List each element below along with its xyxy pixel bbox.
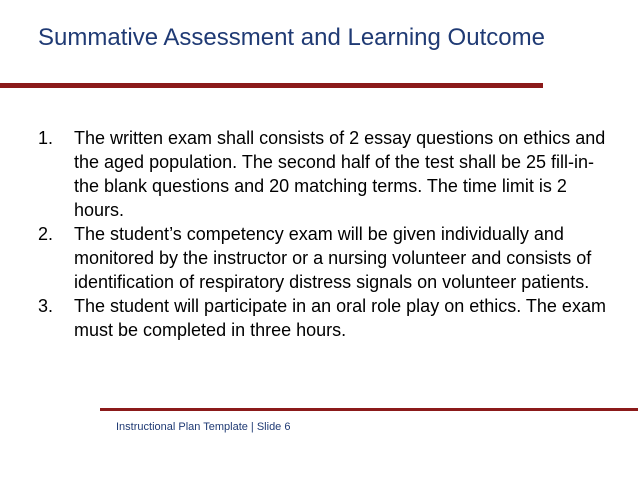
list-item-text: The student will participate in an oral role play on ethics. The exam must be completed in three hours. [74, 296, 606, 340]
slide-title: Summative Assessment and Learning Outcome [38, 24, 545, 51]
list-item-number: 1. [38, 128, 54, 148]
slide-footer: Instructional Plan Template | Slide 6 [116, 421, 291, 433]
list-item [38, 294, 608, 342]
list-item-number: 2. [38, 224, 54, 244]
title-underline-rule [0, 83, 543, 88]
footer-rule [100, 408, 638, 411]
list-item [38, 222, 608, 294]
assessment-list [38, 126, 608, 342]
list-item-number: 3. [38, 296, 54, 316]
list-item [38, 126, 608, 222]
list-item-text: The student’s competency exam will be given individually and monitored by the instructor or a nursing volunteer and consists of identification of respiratory distress signals on volunteer patients. [74, 224, 592, 292]
list-item-text: The written exam shall consists of 2 essay questions on ethics and the aged population. The second half of the test shall be 25 fill-in-the blank questions and 20 matching terms. The time limit is 2 hours. [74, 128, 606, 220]
